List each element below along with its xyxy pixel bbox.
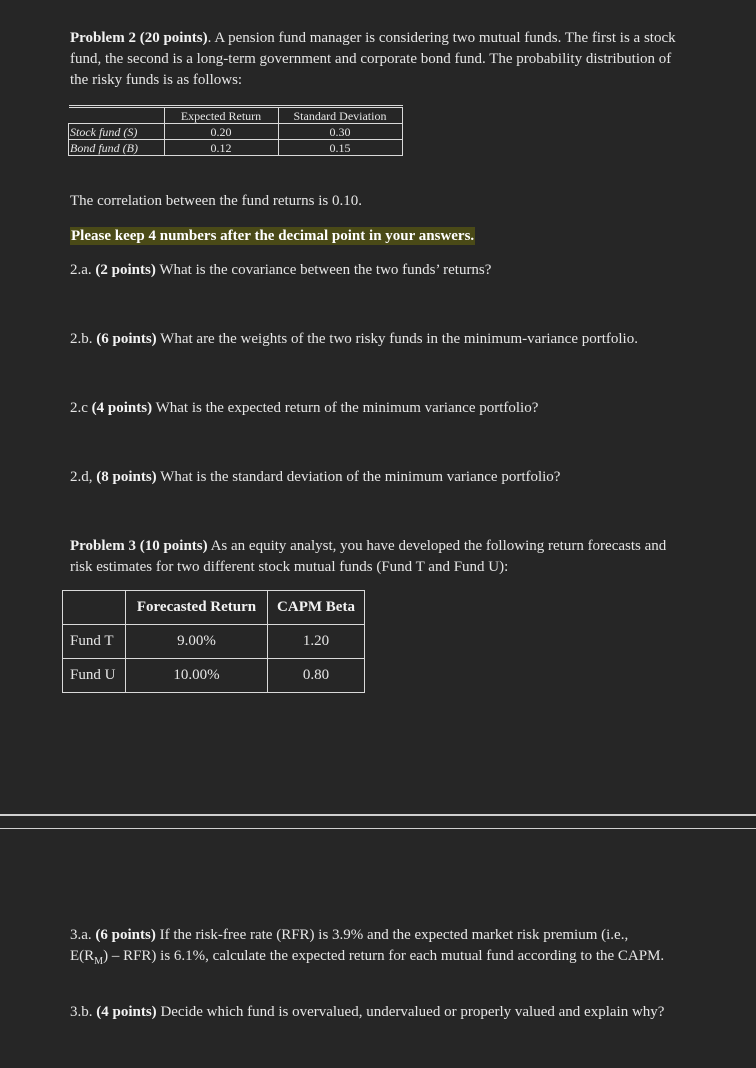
table-row [69,124,403,140]
fund-distribution-table [68,105,403,156]
header-expected-return: Expected Return [164,107,278,124]
problem2-title: Problem 2 (20 points) [70,30,208,46]
table-row [63,659,365,693]
question-number: 3.b. [70,1004,93,1020]
section-divider [0,814,756,816]
question-3b [70,1002,680,1023]
question-points: (6 points) [95,927,156,943]
expected-return-cell: 0.20 [164,124,278,140]
fund-forecast-table [62,590,365,693]
header-capm-beta: CAPM Beta [268,591,365,625]
beta-cell: 0.80 [268,659,365,693]
question-text: What is the expected return of the minimum variance portfolio? [155,400,539,416]
correlation-text: The correlation between the fund returns is 0.10. [70,193,362,209]
forecast-cell: 10.00% [126,659,268,693]
question-number: 2.b. [70,331,93,347]
question-text: What are the weights of the two risky funds in the minimum-variance portfolio. [160,331,638,347]
forecast-cell: 9.00% [126,625,268,659]
question-number: 3.a. [70,927,92,943]
row-label: Fund T [63,625,126,659]
table-row [69,140,403,156]
question-text: If the risk-free rate (RFR) is 3.9% and the expected market risk premium (i.e., E(R [70,927,629,964]
question-number: 2.c [70,400,88,416]
section-divider [0,828,756,829]
header-forecasted-return: Forecasted Return [126,591,268,625]
table-header-row [63,591,365,625]
problem3-intro-text: As an equity analyst, you have developed the following return forecasts and risk estimates for two different stock mutual funds (Fund T and Fund U): [70,538,667,575]
table-corner-cell [69,107,165,124]
decimal-note [70,226,690,247]
subscript-m: M [94,956,104,967]
question-text: What is the standard deviation of the minimum variance portfolio? [160,469,561,485]
question-text: What is the covariance between the two funds’ returns? [159,262,492,278]
std-dev-cell: 0.15 [278,140,402,156]
table-header-row [69,107,403,124]
problem2-intro-text: . A pension fund manager is considering two mutual funds. The first is a stock fund, the second is a long-term government and corporate bond fund. The probability distribution of the risky funds is as follows: [70,30,676,88]
question-points: (8 points) [96,469,157,485]
question-points: (4 points) [96,1004,157,1020]
row-label: Bond fund (B) [69,140,165,156]
question-number: 2.a. [70,262,92,278]
std-dev-cell: 0.30 [278,124,402,140]
question-points: (4 points) [91,400,153,416]
row-label: Fund U [63,659,126,693]
row-label: Stock fund (S) [69,124,165,140]
question-3a [70,925,670,972]
decimal-note-highlight: Please keep 4 numbers after the decimal point in your answers. [71,228,475,244]
problem2-intro [70,28,690,91]
problem3-title: Problem 3 (10 points) [70,538,208,554]
header-standard-deviation: Standard Deviation [278,107,402,124]
question-points: (6 points) [96,331,157,347]
problem3-intro [70,536,690,578]
table-row [63,625,365,659]
question-2b [70,329,750,350]
question-2d [70,467,690,488]
question-2c [70,398,690,419]
table-corner-cell [63,591,126,625]
expected-return-cell: 0.12 [164,140,278,156]
beta-cell: 1.20 [268,625,365,659]
question-2a [70,260,690,281]
question-number: 2.d, [70,469,93,485]
question-points: (2 points) [95,262,156,278]
question-text: Decide which fund is overvalued, undervalued or properly valued and explain why? [160,1004,665,1020]
question-text-cont: ) – RFR) is 6.1%, calculate the expected return for each mutual fund according to the CAPM. [103,948,665,964]
